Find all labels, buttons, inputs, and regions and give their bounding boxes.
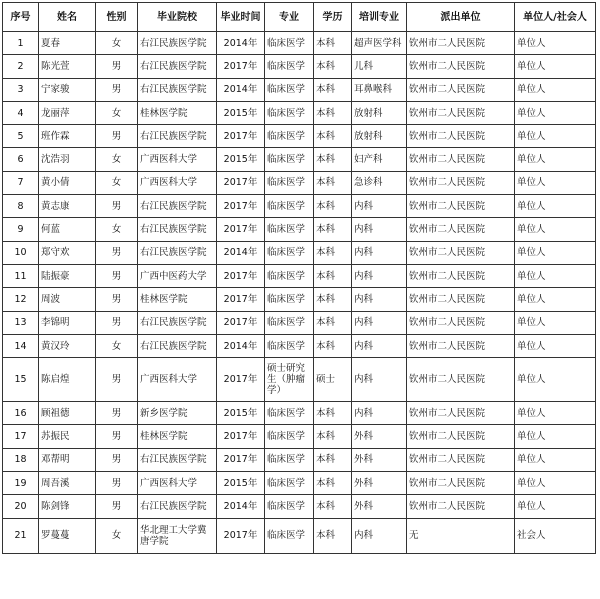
cell-no: 12 — [3, 288, 39, 311]
cell-major: 临床医学 — [265, 425, 314, 448]
cell-name: 陆振豪 — [39, 264, 96, 287]
cell-major: 临床医学 — [265, 78, 314, 101]
cell-gender: 女 — [96, 148, 138, 171]
cell-degree: 本科 — [314, 425, 352, 448]
cell-name: 周吾溪 — [39, 472, 96, 495]
cell-training: 外科 — [352, 425, 407, 448]
cell-degree: 本科 — [314, 402, 352, 425]
cell-school: 广西医科大学 — [138, 358, 217, 402]
cell-type: 单位人 — [515, 195, 596, 218]
cell-training: 放射科 — [352, 125, 407, 148]
cell-major: 临床医学 — [265, 448, 314, 471]
header-school: 毕业院校 — [138, 3, 217, 32]
header-type: 单位人/社会人 — [515, 3, 596, 32]
table-row — [3, 448, 596, 471]
cell-unit: 钦州市二人民医院 — [407, 448, 515, 471]
cell-type: 单位人 — [515, 358, 596, 402]
cell-gender: 男 — [96, 358, 138, 402]
cell-training: 妇产科 — [352, 148, 407, 171]
trainee-table — [2, 2, 596, 554]
cell-gender: 男 — [96, 55, 138, 78]
cell-year: 2017年 — [217, 171, 265, 194]
cell-gender: 男 — [96, 264, 138, 287]
cell-school: 广西医科大学 — [138, 148, 217, 171]
cell-degree: 本科 — [314, 78, 352, 101]
table-row — [3, 171, 596, 194]
cell-school: 广西医科大学 — [138, 171, 217, 194]
cell-major: 临床医学 — [265, 402, 314, 425]
header-unit: 派出单位 — [407, 3, 515, 32]
cell-gender: 男 — [96, 125, 138, 148]
header-major: 专业 — [265, 3, 314, 32]
cell-type: 单位人 — [515, 241, 596, 264]
cell-year: 2017年 — [217, 448, 265, 471]
cell-major: 临床医学 — [265, 311, 314, 334]
cell-school: 右江民族医学院 — [138, 334, 217, 357]
cell-school: 桂林医学院 — [138, 425, 217, 448]
cell-gender: 男 — [96, 472, 138, 495]
cell-school: 右江民族医学院 — [138, 448, 217, 471]
cell-major: 临床医学 — [265, 241, 314, 264]
cell-year: 2017年 — [217, 358, 265, 402]
cell-no: 3 — [3, 78, 39, 101]
cell-unit: 钦州市二人民医院 — [407, 264, 515, 287]
cell-no: 9 — [3, 218, 39, 241]
cell-year: 2017年 — [217, 425, 265, 448]
cell-gender: 男 — [96, 425, 138, 448]
cell-major: 临床医学 — [265, 101, 314, 124]
cell-major: 临床医学 — [265, 518, 314, 553]
cell-unit: 钦州市二人民医院 — [407, 55, 515, 78]
cell-type: 单位人 — [515, 495, 596, 518]
cell-unit: 钦州市二人民医院 — [407, 78, 515, 101]
cell-name: 何蓝 — [39, 218, 96, 241]
cell-name: 龙丽萍 — [39, 101, 96, 124]
cell-degree: 本科 — [314, 334, 352, 357]
cell-no: 14 — [3, 334, 39, 357]
cell-type: 单位人 — [515, 218, 596, 241]
cell-type: 单位人 — [515, 32, 596, 55]
cell-major: 硕士研究生（肿瘤学） — [265, 358, 314, 402]
cell-name: 班作霖 — [39, 125, 96, 148]
cell-training: 放射科 — [352, 101, 407, 124]
cell-no: 13 — [3, 311, 39, 334]
cell-unit: 钦州市二人民医院 — [407, 288, 515, 311]
cell-school: 桂林医学院 — [138, 288, 217, 311]
cell-degree: 硕士 — [314, 358, 352, 402]
cell-gender: 男 — [96, 78, 138, 101]
cell-name: 宁家骏 — [39, 78, 96, 101]
cell-no: 18 — [3, 448, 39, 471]
cell-training: 儿科 — [352, 55, 407, 78]
cell-unit: 钦州市二人民医院 — [407, 334, 515, 357]
cell-training: 耳鼻喉科 — [352, 78, 407, 101]
cell-major: 临床医学 — [265, 171, 314, 194]
cell-name: 陈光萱 — [39, 55, 96, 78]
cell-unit: 钦州市二人民医院 — [407, 425, 515, 448]
cell-gender: 男 — [96, 288, 138, 311]
cell-school: 右江民族医学院 — [138, 125, 217, 148]
cell-unit: 钦州市二人民医院 — [407, 311, 515, 334]
cell-name: 苏振民 — [39, 425, 96, 448]
cell-school: 右江民族医学院 — [138, 311, 217, 334]
cell-degree: 本科 — [314, 148, 352, 171]
table-row — [3, 125, 596, 148]
cell-year: 2014年 — [217, 78, 265, 101]
cell-gender: 男 — [96, 241, 138, 264]
cell-type: 单位人 — [515, 125, 596, 148]
header-name: 姓名 — [39, 3, 96, 32]
cell-gender: 男 — [96, 448, 138, 471]
cell-school: 右江民族医学院 — [138, 241, 217, 264]
cell-degree: 本科 — [314, 218, 352, 241]
cell-name: 陈剑锋 — [39, 495, 96, 518]
cell-training: 内科 — [352, 264, 407, 287]
cell-degree: 本科 — [314, 495, 352, 518]
cell-training: 外科 — [352, 448, 407, 471]
cell-name: 夏春 — [39, 32, 96, 55]
table-row — [3, 148, 596, 171]
cell-name: 黄小倩 — [39, 171, 96, 194]
header-gender: 性别 — [96, 3, 138, 32]
cell-unit: 钦州市二人民医院 — [407, 402, 515, 425]
cell-year: 2015年 — [217, 472, 265, 495]
cell-unit: 钦州市二人民医院 — [407, 472, 515, 495]
cell-year: 2017年 — [217, 195, 265, 218]
table-row — [3, 472, 596, 495]
cell-degree: 本科 — [314, 195, 352, 218]
cell-no: 20 — [3, 495, 39, 518]
cell-unit: 钦州市二人民医院 — [407, 101, 515, 124]
cell-training: 内科 — [352, 288, 407, 311]
table-row — [3, 334, 596, 357]
table-row — [3, 518, 596, 553]
cell-major: 临床医学 — [265, 264, 314, 287]
cell-name: 邓帮明 — [39, 448, 96, 471]
cell-type: 单位人 — [515, 148, 596, 171]
cell-type: 单位人 — [515, 448, 596, 471]
cell-degree: 本科 — [314, 311, 352, 334]
cell-name: 郑守欢 — [39, 241, 96, 264]
cell-type: 单位人 — [515, 101, 596, 124]
cell-degree: 本科 — [314, 448, 352, 471]
cell-gender: 女 — [96, 334, 138, 357]
cell-degree: 本科 — [314, 32, 352, 55]
cell-year: 2014年 — [217, 334, 265, 357]
cell-name: 周波 — [39, 288, 96, 311]
cell-training: 内科 — [352, 402, 407, 425]
cell-degree: 本科 — [314, 518, 352, 553]
cell-training: 超声医学科 — [352, 32, 407, 55]
header-no: 序号 — [3, 3, 39, 32]
cell-school: 右江民族医学院 — [138, 495, 217, 518]
cell-unit: 钦州市二人民医院 — [407, 241, 515, 264]
cell-year: 2015年 — [217, 402, 265, 425]
cell-type: 单位人 — [515, 78, 596, 101]
cell-major: 临床医学 — [265, 472, 314, 495]
cell-gender: 男 — [96, 311, 138, 334]
cell-gender: 女 — [96, 518, 138, 553]
table-row — [3, 311, 596, 334]
cell-name: 陈启煌 — [39, 358, 96, 402]
cell-no: 10 — [3, 241, 39, 264]
table-row — [3, 101, 596, 124]
cell-unit: 钦州市二人民医院 — [407, 195, 515, 218]
cell-no: 19 — [3, 472, 39, 495]
cell-no: 7 — [3, 171, 39, 194]
cell-school: 右江民族医学院 — [138, 55, 217, 78]
cell-school: 华北理工大学冀唐学院 — [138, 518, 217, 553]
cell-major: 临床医学 — [265, 288, 314, 311]
cell-type: 单位人 — [515, 425, 596, 448]
cell-no: 4 — [3, 101, 39, 124]
cell-gender: 男 — [96, 195, 138, 218]
header-degree: 学历 — [314, 3, 352, 32]
table-row — [3, 241, 596, 264]
table-row — [3, 195, 596, 218]
cell-year: 2014年 — [217, 241, 265, 264]
cell-training: 内科 — [352, 358, 407, 402]
cell-unit: 钦州市二人民医院 — [407, 125, 515, 148]
cell-no: 15 — [3, 358, 39, 402]
cell-training: 内科 — [352, 311, 407, 334]
header-training: 培训专业 — [352, 3, 407, 32]
table-row — [3, 78, 596, 101]
cell-major: 临床医学 — [265, 125, 314, 148]
cell-gender: 女 — [96, 101, 138, 124]
cell-year: 2017年 — [217, 311, 265, 334]
cell-degree: 本科 — [314, 101, 352, 124]
cell-type: 单位人 — [515, 311, 596, 334]
cell-gender: 女 — [96, 218, 138, 241]
cell-year: 2015年 — [217, 101, 265, 124]
cell-name: 顾祖德 — [39, 402, 96, 425]
cell-school: 广西中医药大学 — [138, 264, 217, 287]
cell-year: 2017年 — [217, 125, 265, 148]
cell-type: 单位人 — [515, 334, 596, 357]
cell-degree: 本科 — [314, 171, 352, 194]
cell-training: 外科 — [352, 472, 407, 495]
cell-gender: 男 — [96, 402, 138, 425]
cell-degree: 本科 — [314, 472, 352, 495]
table-row — [3, 425, 596, 448]
header-year: 毕业时间 — [217, 3, 265, 32]
table-row — [3, 495, 596, 518]
cell-major: 临床医学 — [265, 334, 314, 357]
cell-gender: 男 — [96, 495, 138, 518]
cell-type: 单位人 — [515, 171, 596, 194]
cell-unit: 无 — [407, 518, 515, 553]
cell-no: 2 — [3, 55, 39, 78]
cell-degree: 本科 — [314, 288, 352, 311]
cell-training: 内科 — [352, 334, 407, 357]
cell-gender: 女 — [96, 171, 138, 194]
cell-degree: 本科 — [314, 264, 352, 287]
cell-degree: 本科 — [314, 55, 352, 78]
table-header-row — [3, 3, 596, 32]
cell-unit: 钦州市二人民医院 — [407, 495, 515, 518]
table-row — [3, 358, 596, 402]
cell-major: 临床医学 — [265, 495, 314, 518]
table-row — [3, 55, 596, 78]
cell-school: 广西医科大学 — [138, 472, 217, 495]
table-row — [3, 288, 596, 311]
cell-unit: 钦州市二人民医院 — [407, 148, 515, 171]
cell-no: 8 — [3, 195, 39, 218]
cell-training: 内科 — [352, 218, 407, 241]
cell-type: 单位人 — [515, 288, 596, 311]
cell-year: 2017年 — [217, 55, 265, 78]
cell-no: 21 — [3, 518, 39, 553]
cell-major: 临床医学 — [265, 148, 314, 171]
table-body — [3, 32, 596, 554]
cell-unit: 钦州市二人民医院 — [407, 218, 515, 241]
cell-year: 2017年 — [217, 288, 265, 311]
cell-degree: 本科 — [314, 125, 352, 148]
cell-year: 2017年 — [217, 518, 265, 553]
cell-school: 右江民族医学院 — [138, 78, 217, 101]
cell-unit: 钦州市二人民医院 — [407, 171, 515, 194]
cell-year: 2014年 — [217, 32, 265, 55]
cell-school: 桂林医学院 — [138, 101, 217, 124]
cell-major: 临床医学 — [265, 218, 314, 241]
cell-major: 临床医学 — [265, 55, 314, 78]
cell-school: 右江民族医学院 — [138, 195, 217, 218]
cell-gender: 女 — [96, 32, 138, 55]
cell-no: 1 — [3, 32, 39, 55]
cell-type: 社会人 — [515, 518, 596, 553]
cell-name: 沈浩羽 — [39, 148, 96, 171]
cell-type: 单位人 — [515, 472, 596, 495]
cell-type: 单位人 — [515, 264, 596, 287]
cell-year: 2014年 — [217, 495, 265, 518]
cell-training: 急诊科 — [352, 171, 407, 194]
cell-training: 外科 — [352, 495, 407, 518]
table-row — [3, 402, 596, 425]
cell-type: 单位人 — [515, 402, 596, 425]
cell-year: 2017年 — [217, 218, 265, 241]
cell-no: 16 — [3, 402, 39, 425]
cell-school: 右江民族医学院 — [138, 32, 217, 55]
cell-training: 内科 — [352, 241, 407, 264]
cell-unit: 钦州市二人民医院 — [407, 32, 515, 55]
table-row — [3, 218, 596, 241]
cell-school: 新乡医学院 — [138, 402, 217, 425]
cell-type: 单位人 — [515, 55, 596, 78]
cell-no: 6 — [3, 148, 39, 171]
cell-major: 临床医学 — [265, 195, 314, 218]
cell-school: 右江民族医学院 — [138, 218, 217, 241]
cell-no: 5 — [3, 125, 39, 148]
cell-no: 11 — [3, 264, 39, 287]
cell-year: 2015年 — [217, 148, 265, 171]
cell-name: 黄志康 — [39, 195, 96, 218]
cell-year: 2017年 — [217, 264, 265, 287]
cell-name: 罗蔓蔓 — [39, 518, 96, 553]
cell-unit: 钦州市二人民医院 — [407, 358, 515, 402]
cell-name: 李锦明 — [39, 311, 96, 334]
cell-no: 17 — [3, 425, 39, 448]
cell-major: 临床医学 — [265, 32, 314, 55]
cell-name: 黄汉玲 — [39, 334, 96, 357]
cell-degree: 本科 — [314, 241, 352, 264]
cell-training: 内科 — [352, 518, 407, 553]
trainee-list-sheet — [2, 2, 595, 554]
table-row — [3, 32, 596, 55]
cell-training: 内科 — [352, 195, 407, 218]
table-row — [3, 264, 596, 287]
